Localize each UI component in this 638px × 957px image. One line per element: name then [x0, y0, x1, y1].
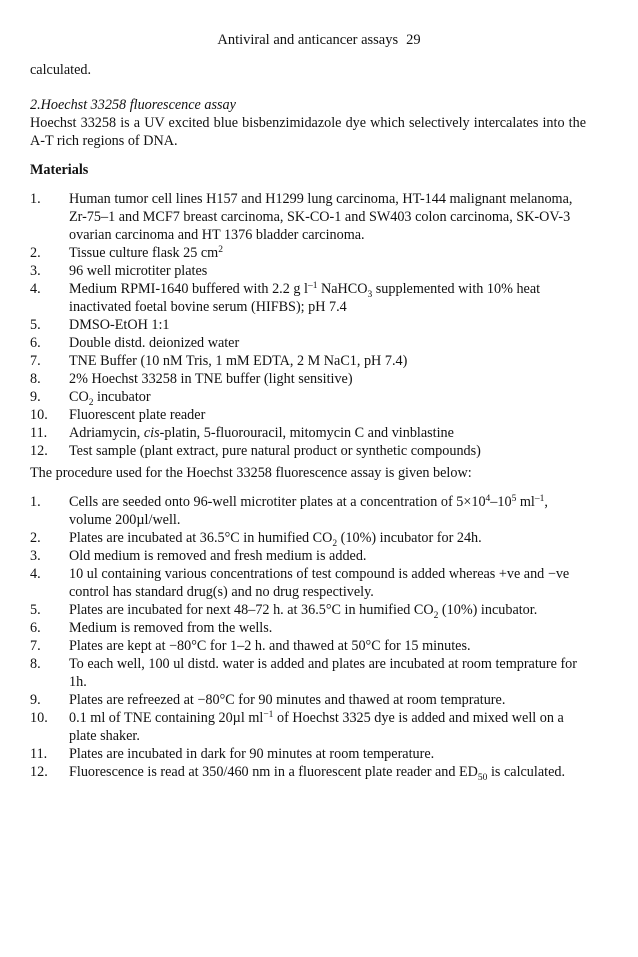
step-number: 11. [30, 746, 48, 762]
list-item [30, 709, 586, 745]
step-text: To each well, 100 ul distd. water is added and plates are incubated at room temprature for 1h. [69, 656, 577, 690]
item-number: 4. [30, 281, 41, 297]
step-text: , volume 200µl/well. [69, 494, 548, 528]
procedure-list-block [30, 493, 586, 781]
item-text: 2% Hoechst 33258 in TNE buffer (light sensitive) [69, 371, 353, 387]
item-number: 3. [30, 263, 41, 279]
list-item [30, 565, 586, 601]
item-text: 96 well microtiter plates [69, 263, 208, 279]
step-text: Cells are seeded onto 96-well microtiter plates at a concentration of 5×10 [69, 494, 486, 510]
step-number: 6. [30, 620, 41, 636]
item-text: TNE Buffer (10 nM Tris, 1 mM EDTA, 2 M NaC1, pH 7.4) [69, 353, 408, 369]
item-number: 11. [30, 425, 48, 441]
materials-list-block [30, 190, 586, 460]
subscript: 3 [367, 290, 373, 300]
step-text: is calculated. [487, 764, 566, 780]
superscript: –1 [307, 281, 318, 291]
step-number: 3. [30, 548, 41, 564]
superscript: 4 [485, 494, 491, 504]
step-number: 8. [30, 656, 41, 672]
item-number: 9. [30, 389, 41, 405]
list-item [30, 280, 586, 316]
item-number: 5. [30, 317, 41, 333]
step-text: (10%) incubator. [438, 602, 538, 618]
list-item [30, 745, 586, 763]
list-item [30, 244, 586, 262]
item-number: 7. [30, 353, 41, 369]
step-text: 10 ul containing various concentrations of test compound is added whereas +ve and −ve control has standard drug(s) and no drug respectively. [69, 566, 570, 600]
item-text: DMSO-EtOH 1:1 [69, 317, 170, 333]
step-text: Fluorescence is read at 350/460 nm in a fluorescent plate reader and ED [69, 764, 478, 780]
procedure-intro-block [30, 464, 586, 482]
subscript: 50 [477, 773, 488, 783]
step-number: 1. [30, 494, 41, 510]
procedure-steps [30, 493, 586, 781]
list-item [30, 637, 586, 655]
item-number: 2. [30, 245, 41, 261]
superscript: −1 [263, 710, 274, 720]
step-text: –10 [490, 494, 512, 510]
item-text: Double distd. deionized water [69, 335, 240, 351]
item-number: 10. [30, 407, 48, 423]
step-number: 7. [30, 638, 41, 654]
subscript: 2 [433, 611, 439, 621]
item-text-italic: cis [143, 425, 160, 441]
header-title: Antiviral and anticancer assays [217, 32, 399, 48]
step-text: of Hoechst 3325 dye is added and mixed well on a plate shaker. [69, 710, 564, 744]
item-text: supplemented with 10% heat inactivated foetal bovine serum (HIFBS); pH 7.4 [69, 281, 541, 315]
list-item [30, 406, 586, 424]
list-item [30, 424, 586, 442]
step-number: 5. [30, 602, 41, 618]
step-text: Plates are incubated in dark for 90 minutes at room temperature. [69, 746, 435, 762]
materials-heading-block [30, 161, 586, 179]
list-item [30, 388, 586, 406]
list-item [30, 334, 586, 352]
superscript: –1 [534, 494, 545, 504]
list-item [30, 352, 586, 370]
section-description: Hoechst 33258 is a UV excited blue bisbenzimidazole dye which selectively intercalates into the A-T rich regions of DNA. [30, 115, 586, 149]
list-item [30, 547, 586, 565]
step-number: 4. [30, 566, 41, 582]
page-number: 29 [406, 32, 421, 48]
step-text: Plates are kept at −80°C for 1–2 h. and thawed at 50°C for 15 minutes. [69, 638, 471, 654]
item-text: Human tumor cell lines H157 and H1299 lung carcinoma, HT-144 malignant melanoma, Zr-75–1 and MCF7 breast carcinoma, SK-CO-1 and SW403 colon carcinoma, SK-OV-3 ovarian carcinoma and HT 1376 bladder carcinoma. [69, 191, 573, 243]
list-item [30, 262, 586, 280]
item-text: Adriamycin, [69, 425, 144, 441]
intro-fragment: calculated. [30, 62, 92, 78]
list-item [30, 529, 586, 547]
step-text: ml [516, 494, 535, 510]
intro-fragment-block [30, 61, 586, 79]
superscript: 5 [511, 494, 517, 504]
subscript: 2 [332, 539, 338, 549]
step-text: 0.1 ml of TNE containing 20µl ml [69, 710, 264, 726]
list-item [30, 619, 586, 637]
list-item [30, 316, 586, 334]
materials-list [30, 190, 586, 460]
item-text: NaHCO [317, 281, 368, 297]
item-text: -platin, 5-fluorouracil, mitomycin C and vinblastine [159, 425, 454, 441]
list-item [30, 442, 586, 460]
step-number: 9. [30, 692, 41, 708]
procedure-intro: The procedure used for the Hoechst 33258 fluorescence assay is given below: [30, 465, 472, 481]
item-text: incubator [93, 389, 151, 405]
materials-heading: Materials [30, 162, 89, 178]
list-item [30, 601, 586, 619]
list-item [30, 190, 586, 244]
item-text: Test sample (plant extract, pure natural product or synthetic compounds) [69, 443, 481, 459]
step-text: Plates are incubated at 36.5°C in humified CO [69, 530, 333, 546]
item-text: Fluorescent plate reader [69, 407, 206, 423]
item-number: 1. [30, 191, 41, 207]
step-text: Plates are incubated for next 48–72 h. at 36.5°C in humified CO [69, 602, 434, 618]
item-text: Medium RPMI-1640 buffered with 2.2 g l [69, 281, 308, 297]
list-item [30, 691, 586, 709]
section-block [30, 96, 586, 150]
item-number: 12. [30, 443, 48, 459]
superscript: 2 [218, 245, 223, 255]
step-number: 12. [30, 764, 48, 780]
list-item [30, 493, 586, 529]
item-text: CO [69, 389, 89, 405]
step-number: 10. [30, 710, 48, 726]
step-text: Plates are refreezed at −80°C for 90 minutes and thawed at room temprature. [69, 692, 506, 708]
subscript: 2 [88, 398, 94, 408]
step-text: Old medium is removed and fresh medium is added. [69, 548, 367, 564]
item-number: 8. [30, 371, 41, 387]
step-text: Medium is removed from the wells. [69, 620, 273, 636]
list-item [30, 370, 586, 388]
list-item [30, 655, 586, 691]
section-heading: 2.Hoechst 33258 fluorescence assay [30, 97, 236, 113]
item-number: 6. [30, 335, 41, 351]
running-header [0, 31, 638, 49]
step-number: 2. [30, 530, 41, 546]
step-text: (10%) incubator for 24h. [337, 530, 482, 546]
list-item [30, 763, 586, 781]
item-text: Tissue culture flask 25 cm [69, 245, 219, 261]
